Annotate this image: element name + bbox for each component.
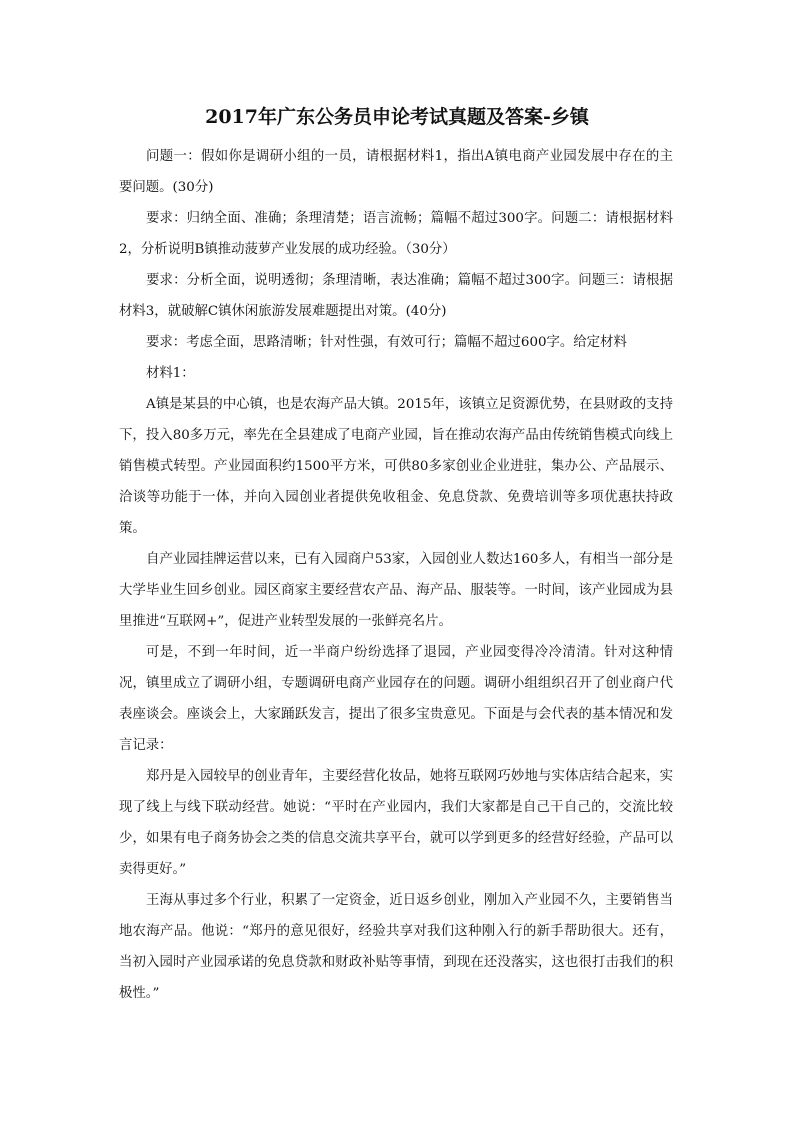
paragraph-requirement-2: 要求：分析全面，说明透彻；条理清晰，表达准确；篇幅不超过300字。问题三：请根据材料3，就破解C镇休闲旅游发展难题提出对策。(40分) — [119, 273, 673, 319]
paragraph-wang-hai: 王海从事过多个行业，积累了一定资金，近日返乡创业，刚加入产业园不久，主要销售当地农海产品。他说：“郑丹的意见很好，经验共享对我们这种刚入行的新手帮助很大。还有，当初入园时产业园承诺的免息贷款和财政补贴等事情，到现在还没落实，这也很打击我们的积极性。” — [119, 893, 673, 1001]
paragraph-park-operation: 自产业园挂牌运营以来，已有入园商户53家，入园创业人数达160多人，有相当一部分是大学毕业生回乡创业。园区商家主要经营农产品、海产品、服装等。一时间，该产业园成为县里推进“互联网+”，促进产业转型发展的一张鲜亮名片。 — [119, 552, 673, 629]
paragraph-requirement-3: 要求：考虑全面，思路清晰；针对性强，有效可行；篇幅不超过600字。给定材料 — [146, 335, 627, 350]
paragraph-zheng-dan: 郑丹是入园较早的创业青年，主要经营化妆品，她将互联网巧妙地与实体店结合起来，实现了线上与线下联动经营。她说：“平时在产业园内，我们大家都是自己干自己的，交流比较少，如果有电子商务协会之类的信息交流共享平台，就可以学到更多的经营好经验，产品可以卖得更好。” — [119, 769, 673, 877]
paragraph-material-intro: A镇是某县的中心镇，也是农海产品大镇。2015年，该镇立足资源优势，在县财政的支持下，投入80多万元，率先在全县建成了电商产业园，旨在推动农海产品由传统销售模式向线上销售模式转型。产业园面积约1500平方米，可供80多家创业企业进驻，集办公、产品展示、洽谈等功能于一体，并向入园创业者提供免收租金、免息贷款、免费培训等多项优惠扶持政策。 — [119, 397, 673, 536]
paragraph-requirement-1: 要求：归纳全面、准确；条理清楚；语言流畅；篇幅不超过300字。问题二：请根据材料2，分析说明B镇推动菠萝产业发展的成功经验。（30分） — [119, 211, 673, 257]
document-body — [119, 141, 673, 1009]
paragraph-material-heading: 材料1： — [146, 366, 195, 381]
document-title: 2017年广东公务员申论考试真题及答案-乡镇 — [205, 106, 589, 128]
paragraph-park-decline: 可是，不到一年时间，近一半商户纷纷选择了退园，产业园变得冷冷清清。针对这种情况，镇里成立了调研小组，专题调研电商产业园存在的问题。调研小组组织召开了创业商户代表座谈会。座谈会上，大家踊跃发言，提出了很多宝贵意见。下面是与会代表的基本情况和发言记录： — [119, 645, 673, 753]
paragraph-question-1: 问题一：假如你是调研小组的一员，请根据材料1，指出A镇电商产业园发展中存在的主要问题。(30分) — [119, 149, 673, 195]
